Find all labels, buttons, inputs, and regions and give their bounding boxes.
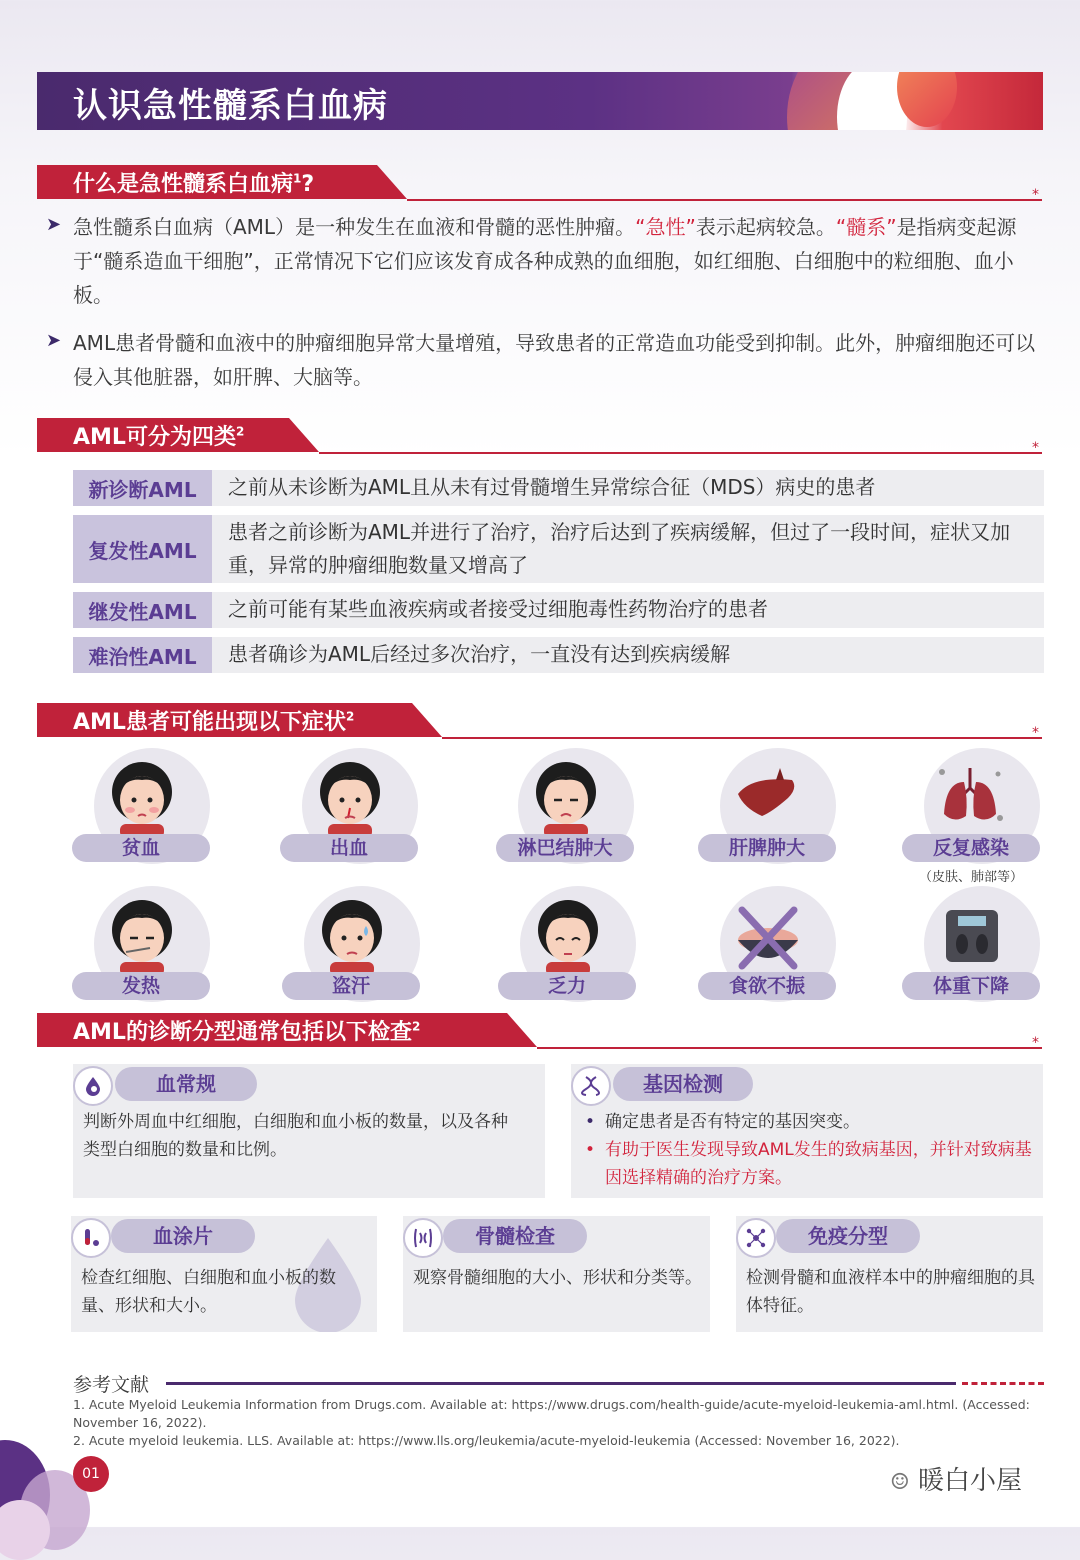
- fatigue-face-icon: [532, 896, 604, 976]
- bleeding-face-icon: [314, 758, 386, 838]
- symptom-anemia: [72, 748, 232, 888]
- aml-type-desc: 患者确诊为AML后经过多次治疗，一直没有达到疾病缓解: [228, 642, 731, 666]
- exam-text: 检查红细胞、白细胞和血小板的数量、形状和大小。: [81, 1268, 336, 1316]
- symptom-label: 乏力: [498, 972, 636, 1000]
- aml-type-row: [73, 592, 1044, 628]
- exam-card-marrow: [403, 1216, 710, 1332]
- symptom-label: 肝脾肿大: [698, 834, 836, 862]
- symptom-lymph: [496, 748, 656, 888]
- dna-icon: [571, 1066, 611, 1106]
- exam-text: 检测骨髓和血液样本中的肿瘤细胞的具体特征。: [746, 1268, 1035, 1316]
- bullet-item: [46, 210, 1046, 320]
- exam-label: 免疫分型: [776, 1219, 920, 1253]
- section-rule: [537, 1047, 1042, 1049]
- scale-icon: [936, 896, 1008, 976]
- section-title: 什么是急性髓系白血病$^1$?: [73, 171, 315, 197]
- bullet-item: [46, 326, 1046, 398]
- section-header: [37, 703, 1044, 739]
- section-rule: [442, 737, 1042, 739]
- section-title: AML患者可能出现以下症状$^2$: [73, 709, 355, 735]
- exam-card-immunophenotype: [736, 1216, 1043, 1332]
- section-rule: [319, 452, 1042, 454]
- aml-type-label: 复发性AML: [73, 515, 212, 583]
- symptom-label: 体重下降: [902, 972, 1040, 1000]
- bullet-text: 急性髓系白血病（AML）是一种发生在血液和骨髓的恶性肿瘤。“急性”表示起病较急。“髓系”是指病变起源于“髓系造血干细胞”，正常情况下它们应该发育成各种成熟的血细胞，如红细胞、白细胞中的粒细胞、血小板。: [73, 215, 1017, 307]
- exam-list: [583, 1108, 1033, 1192]
- symptom-liver: [698, 748, 858, 888]
- page-title: 认识急性髓系白血病: [73, 86, 388, 126]
- exam-label: 血常规: [115, 1067, 257, 1101]
- star-icon: *: [1032, 1035, 1039, 1051]
- exam-label: 基因检测: [613, 1067, 753, 1101]
- lymph-face-icon: [530, 758, 602, 838]
- watermark: ☺ 暖白小屋: [890, 1466, 1023, 1496]
- symptom-sweat: [282, 886, 442, 1026]
- symptom-label: 淋巴结肿大: [496, 834, 634, 862]
- aml-type-label: 新诊断AML: [73, 470, 212, 506]
- molecule-icon: [736, 1218, 776, 1258]
- page-number: 01: [73, 1456, 109, 1492]
- bullet-text: AML患者骨髓和血液中的肿瘤细胞异常大量增殖，导致患者的正常造血功能受到抑制。此外，肿瘤细胞还可以侵入其他脏器，如肝脾、大脑等。: [73, 331, 1036, 389]
- aml-type-desc: 之前可能有某些血液疾病或者接受过细胞毒性药物治疗的患者: [228, 597, 768, 621]
- section-rule: [407, 199, 1042, 201]
- exam-card-smear: [71, 1216, 377, 1332]
- fever-face-icon: [106, 896, 178, 976]
- symptom-infection: [902, 748, 1062, 888]
- symptom-label: 盗汗: [282, 972, 420, 1000]
- section-header: [37, 1013, 1044, 1049]
- aml-type-row: [73, 470, 1044, 506]
- aml-type-desc: 之前从未诊断为AML且从未有过骨髓增生异常综合征（MDS）病史的患者: [228, 475, 876, 499]
- star-icon: *: [1032, 725, 1039, 741]
- arrow-bullet-icon: ➤: [46, 214, 62, 235]
- exam-label: 血涂片: [111, 1219, 255, 1253]
- aml-type-row: [73, 515, 1044, 583]
- section-header: [37, 418, 1044, 454]
- title-banner: [37, 72, 1043, 130]
- aml-type-label: 难治性AML: [73, 637, 212, 673]
- wechat-icon: ☺: [890, 1470, 910, 1495]
- arrow-bullet-icon: ➤: [46, 330, 62, 351]
- star-icon: *: [1032, 440, 1039, 456]
- aml-type-row: [73, 637, 1044, 673]
- blood-drop-icon: [73, 1066, 113, 1106]
- star-icon: *: [1032, 187, 1039, 203]
- symptom-bleeding: [280, 748, 440, 888]
- symptom-sublabel: （皮肤、肺部等）: [918, 870, 1023, 885]
- symptom-fever: [72, 886, 232, 1026]
- section-title: AML的诊断分型通常包括以下检查$^2$: [73, 1019, 421, 1045]
- references-dash: [962, 1382, 1044, 1385]
- symptom-fatigue: [498, 886, 658, 1026]
- references-rule: [166, 1382, 956, 1385]
- test-tube-icon: [71, 1218, 111, 1258]
- exam-card-genetic: [571, 1064, 1043, 1198]
- symptom-weight-loss: [902, 886, 1062, 1026]
- symptom-label: 反复感染: [902, 834, 1040, 862]
- aml-type-label: 继发性AML: [73, 592, 212, 628]
- no-food-icon: [732, 896, 804, 976]
- section-title: AML可分为四类$^2$: [73, 424, 245, 450]
- exam-text: 判断外周血中红细胞，白细胞和血小板的数量，以及各种类型白细胞的数量和比例。: [83, 1112, 508, 1160]
- symptom-label: 食欲不振: [698, 972, 836, 1000]
- exam-list-item: • 确定患者是否有特定的基因突变。: [583, 1108, 1033, 1136]
- bone-icon: [403, 1218, 443, 1258]
- aml-type-desc: 患者之前诊断为AML并进行了治疗，治疗后达到了疾病缓解，但过了一段时间，症状又加重，异常的肿瘤细胞数量又增高了: [228, 520, 1011, 577]
- symptom-label: 出血: [280, 834, 418, 862]
- symptom-label: 贫血: [72, 834, 210, 862]
- anemia-face-icon: [106, 758, 178, 838]
- exam-label: 骨髓检查: [443, 1219, 587, 1253]
- reference-item: 2. Acute myeloid leukemia. LLS. Available at: https://www.lls.org/leukemia/acute-myeloid-leukemia (Accessed: November 16, 2022).: [73, 1433, 900, 1448]
- exam-card-blood-routine: [73, 1064, 545, 1198]
- liver-icon: [732, 758, 804, 838]
- exam-text: 观察骨髓细胞的大小、形状和分类等。: [413, 1268, 702, 1288]
- reference-item: 1. Acute Myeloid Leukemia Information from Drugs.com. Available at: https://www.drugs.com/health-guide/acute-myeloid-leukemia-aml.html. (Accessed: November 16, 2022).: [73, 1397, 1030, 1430]
- sweat-face-icon: [316, 896, 388, 976]
- section-header: [37, 165, 1044, 201]
- references-title: 参考文献: [73, 1374, 150, 1396]
- exam-list-item: • 有助于医生发现导致AML发生的致病基因，并针对致病基因选择精确的治疗方案。: [583, 1136, 1033, 1192]
- symptom-label: 发热: [72, 972, 210, 1000]
- lungs-icon: [936, 758, 1008, 838]
- symptom-appetite: [698, 886, 858, 1026]
